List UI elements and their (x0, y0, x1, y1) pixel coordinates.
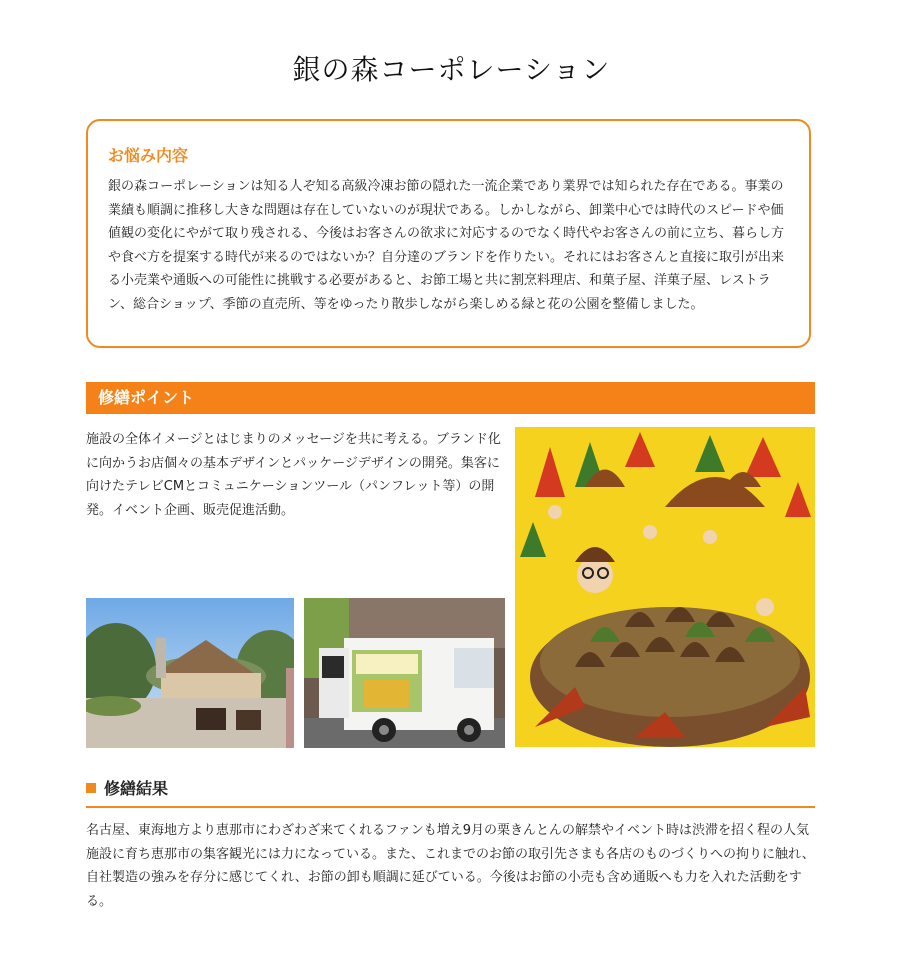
park-photo-illustration (86, 598, 294, 748)
worry-box (86, 119, 811, 348)
result-heading (86, 776, 815, 808)
truck-photo-illustration (304, 598, 505, 748)
points-text: 施設の全体イメージとはじまりのメッセージを共に考える。ブランド化に向かうお店個々の基本デザインとパッケージデザインの開発。集客に向けたテレビCMとコミュニケーションツール（パンフレット等）の開発。イベント企画、販売促進活動。 (86, 432, 501, 518)
chestnut-artwork (515, 427, 815, 747)
park-photo (86, 598, 294, 748)
result-text: 名古屋、東海地方より恵那市にわざわざ来てくれるファンも増え9月の栗きんとんの解禁やイベント時は渋滞を招く程の人気施設に育ち恵那市の集客観光には力になっている。また、これまでのお節の取引先さまも各店のものづくりへの拘りに触れ、自社製造の強みを存分に感じてくれ、お節の卸も順調に延びている。今後はお節の小売も含め通販へも力を入れた活動をする。 (86, 823, 815, 909)
worry-text: 銀の森コーポレーションは知る人ぞ知る高級冷凍お節の隠れた一流企業であり業界では知られた存在である。事業の業績も順調に推移し大きな問題は存在していないのが現状である。しかしながら、卸業中心では時代のスピードや価値観の変化にやがて取り残される、今後はお客さんの欲求に対応するのでなく時代やお客さんの前に立ち、暮らし方や食べ方を提案する時代が来るのではないか？自分達のブランドを作りたい。それにはお客さんと直接に取引が出来る小売業や通販への可能性に挑戦する必要があると、お節工場と共に割烹料理店、和菓子屋、洋菓子屋、レストラン、総合ショップ、季節の直売所、等をゆったり散歩しながら楽しめる緑と花の公園を整備しました。 (108, 179, 785, 312)
points-heading: 修繕ポイント (86, 382, 815, 414)
worry-heading: お悩み内容 (108, 146, 189, 165)
result-heading-label: 修繕結果 (104, 779, 169, 798)
page-title: 銀の森コーポレーション (292, 53, 611, 86)
chestnut-illustration (515, 427, 815, 747)
square-bullet-icon (86, 783, 96, 793)
truck-photo (304, 598, 505, 748)
